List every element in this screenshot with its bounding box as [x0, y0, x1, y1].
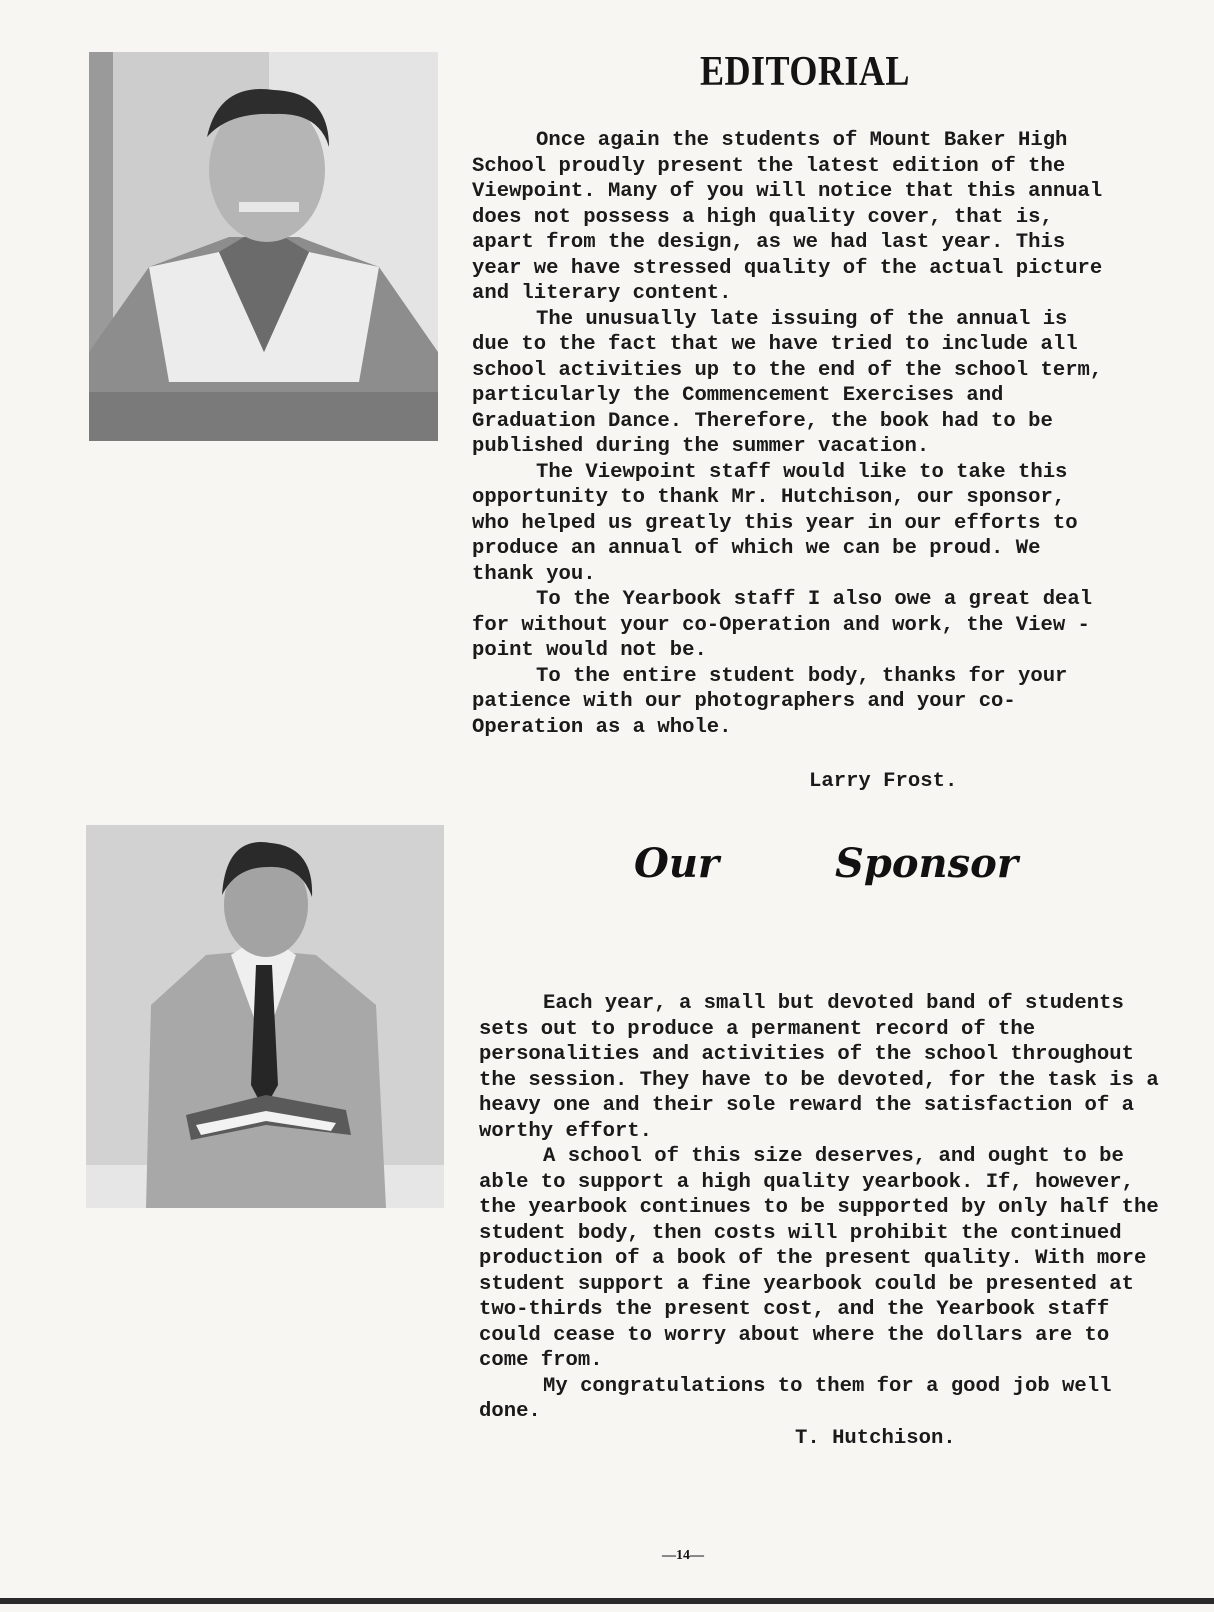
- editorial-paragraph: The Viewpoint staff would like to take this opportunity to thank Mr. Hutchison, our sponsor, who helped us greatly this year in our efforts to produce an annual of which we can be proud. We thank you.: [472, 460, 1078, 586]
- editorial-title: EDITORIAL: [700, 49, 910, 95]
- sponsor-paragraph: My congratulations to them for a good job well done.: [479, 1374, 1112, 1423]
- editorial-paragraph: The unusually late issuing of the annual is due to the fact that we have tried to include all school activities up to the end of the school term, particularly the Commencement Exercises and Graduation Dance. Therefore, the book had to be published during the summer vacation.: [472, 307, 1103, 458]
- editorial-paragraph: To the entire student body, thanks for your patience with our photographers and your co-Operation as a whole.: [472, 664, 1068, 739]
- editor-signature: Larry Frost.: [809, 770, 958, 793]
- editorial-paragraph: Once again the students of Mount Baker High School proudly present the latest edition of the Viewpoint. Many of you will notice that this annual does not possess a high quality cover, that is, apart from the design, as we had last year. This year we have stressed quality of the actual picture and literary content.: [472, 129, 1103, 305]
- sponsor-body: [479, 991, 1159, 1425]
- editorial-paragraph: To the Yearbook staff I also owe a great deal for without your co-Operation and work, the View - point would not be.: [472, 588, 1093, 662]
- sponsor-heading-sponsor: [835, 840, 1018, 887]
- sponsor-paragraph: Each year, a small but devoted band of students sets out to produce a permanent record of the personalities and activities of the school throughout the session. They have to be devoted, for the task is a heavy one and their sole reward the satisfaction of a worthy effort.: [479, 992, 1159, 1143]
- bottom-rule: [0, 1598, 1214, 1604]
- sponsor-photo: [86, 825, 444, 1208]
- sponsor-paragraph: A school of this size deserves, and ought to be able to support a high quality yearbook. If, however, the yearbook continues to be supported by only half the student body, then costs will prohibit the continued production of a book of the present quality. With more student support a fine yearbook could be presented at two-thirds the present cost, and the Yearbook staff could cease to worry about where the dollars are to come from.: [479, 1145, 1159, 1372]
- sponsor-heading-sponsor-text: Sponsor: [835, 840, 1018, 887]
- page-number: —14—: [662, 1548, 704, 1563]
- sponsor-heading-our: [634, 840, 719, 887]
- editorial-body: [472, 128, 1112, 740]
- editor-photo: [89, 52, 438, 441]
- sponsor-heading-our-text: Our: [634, 840, 719, 887]
- sponsor-signature: T. Hutchison.: [795, 1427, 956, 1450]
